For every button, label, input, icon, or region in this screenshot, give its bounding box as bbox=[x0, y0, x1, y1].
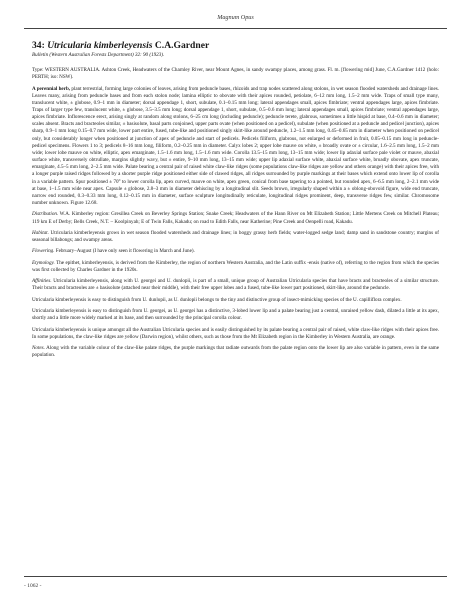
paragraph-lead: Etymology. bbox=[32, 259, 55, 266]
paragraph-text: Utricularia kimberleyensis is unique amongst all the Australian Utricularia species and is easily distinguished by its palate bearing a central pair of raised, white claw-like ridges with their apices free. In some populations, the claw-like ridges are yellow (Darwin region), whilst others, such as those from the Mt Elizabeth region in the Kimberley in Western Australia, are orange. bbox=[32, 326, 439, 340]
paragraph-text: Along with the variable colour of the claw-like palate ridges, the purple markings that radiate outwards from the palate region onto the lower lip are also variable in pattern, even in the same population. bbox=[32, 345, 439, 359]
paragraph-lead: Flowering. bbox=[32, 248, 55, 255]
species-heading bbox=[32, 40, 439, 52]
species-number: 34: bbox=[32, 40, 45, 51]
species-name: Utricularia kimberleyensis bbox=[47, 40, 153, 51]
type-paragraph: Type: WESTERN AUSTRALIA. Ashton Creek, Headwaters of the Charnley River, near Mount Agnes, in sandy swampy places, among grass. Fl. m. [flowering mid] June, C.A.Gardner 1412 (holo: PERTH; iso: NSW). bbox=[32, 67, 439, 81]
description-text: plant terrestrial, forming large colonies of leaves, arising from peduncle bases, rhizoids and trap nodes scattered along stolons, in wet season flooded watersheds and drainage lines. Leaves many, arising from peduncle bases and from each stolon node; lamina elliptic to obovate with their apices rounded, petiolate, 6–12 mm long, 1.5–2 mm wide. Traps of small type many, translucent white, ± globose, 0.9–1 mm in diameter; dorsal appendage 1, short, subulate, 0.1–0.15 mm long; lateral appendages small, apices fimbriate; ventral appendages large, apices fimbriate. Traps of larger type few, translucent white, ± globose, 3.5–3.5 mm long; dorsal appendage 1, short, subulate, 0.5–0.6 mm long; lateral appendages small, apices fimbriate; ventral appendages large, apices fimbriate. Inflorescence erect, arising singly at random along stolons, 6–25 cm long (including peduncle); peduncle terete, glabrous, sometimes a little hispid at base, 0.4–0.6 mm in diameter; scales absent. Bracts and bracteoles similar, ± basisolute, basal parts conjoined, upper parts ovate (when positioned on a pedicel), subulate (when positioned at a peduncle and pedicel junction), apices sharp, 0.9–1 mm long 0.15–0.7 mm wide, lower part entire, fused, tube-like and positioned singly skirt-like around peduncle, 1.2–1.5 mm long, 0.45–0.65 mm in diameter when positioned on pedicel only, but considerably longer when positioned at junction of apex of peduncle and start of pedicels. Pedicels filiform, glabrous, not enlarged or deformed in fruit, 0.05–0.15 mm long in peduncle-pedicel specimens. Flowers 1 to 3; pedicels 8–16 mm long, filiform, 0.2–0.25 mm in diameter. Calyx lobes 2; upper lobe mauve on white, ± broadly ovate or ± circular, 1.6–2.5 mm long, 1.5–2 mm wide; lower lobe mauve on white, elliptic, apex emarginate, 1.5–1.6 mm long, 1.5–1.6 mm wide. Corolla 13.5–15 mm long, 13–15 mm wide; lower lip adaxial surface pale violet or mauve, abaxial surface white, transversely obtrullate, margins slightly wavy, but ± entire, 9–10 mm long, 13–15 mm wide; upper lip adaxial surface white, abaxial surface white, broadly obovate, apex truncate, emarginate, 4.5–5 mm long, 2–2.5 mm wide. Palate bearing a central pair of raised white claw-like ridges (some populations claw-like ridges are yellow and others orange) with their apices free, with a longer purple raised ridges followed by a shorter purple ridge positioned either side of clawed ridges, all ridges surrounded by purple markings at their bases which extend onto lower lip of corolla in a variable pattern. Spur positioned ± 70° to lower corolla lip, apex curved, mauve on white, apex green, conical from base tapering to a pointed, but rounded apex, 6–6.5 mm long, 2–2.1 mm wide at base, 1–1.5 mm wide near apex. Capsule ± globose, 2.8–3 mm in diameter dehiscing by a longitudinal slit. Seeds brown, irregularly shaped within a ± oblong-obovoid figure, wide end truncate, narrow end rounded, 0.3–0.33 mm long, 0.12–0.15 mm in diameter, surface sculpture longitudinally reticulate, longitudinal ridges prominent, deep, transverse ridges few, similar. Chromosome number unknown. Figure 12.68. bbox=[32, 85, 439, 206]
habitat-paragraph bbox=[32, 230, 439, 244]
comparison-dunlopii-paragraph bbox=[32, 297, 439, 304]
paragraph-text: February–August (I have only seen it flowering in March and June). bbox=[54, 248, 195, 255]
paragraph-lead: Affinities. bbox=[32, 278, 52, 285]
paragraph-lead: Habitat. bbox=[32, 229, 49, 236]
comparison-georgei-paragraph bbox=[32, 308, 439, 322]
flowering-paragraph bbox=[32, 248, 439, 255]
paragraph-lead: Distribution. bbox=[32, 211, 59, 218]
etymology-paragraph bbox=[32, 260, 439, 274]
paragraph-text: Utricularia kimberleyensis is easy to distinguish from U. dunlopii, as U. dunlopii belongs to the tiny and distinctive group of insect-mimicking species of the U. capilliflora complex. bbox=[32, 296, 402, 303]
main-content bbox=[32, 40, 439, 364]
uniqueness-paragraph bbox=[32, 327, 439, 341]
notes-paragraph bbox=[32, 345, 439, 359]
species-authority: C.A.Gardner bbox=[154, 40, 210, 51]
species-citation: Bulletin (Western Australian Forests Department) 32: 90 (1923). bbox=[32, 52, 165, 58]
top-rule bbox=[24, 28, 447, 29]
description-lead: A perennial herb, bbox=[32, 85, 71, 92]
paragraph-text: Utricularia kimberleyensis is easy to distinguish from U. georgei, as U. georgei has a distinctive, 3-lobed lower lip and a palate bearing just a central, unraised yellow dash, dilated a little at its apex, shortly and a little more widely marked at its base, and then surrounded by the principal corolla colour. bbox=[32, 308, 439, 322]
description-paragraph bbox=[32, 86, 439, 208]
page-number: - 1062 - bbox=[24, 583, 42, 589]
paragraph-lead: Notes. bbox=[32, 345, 45, 352]
paragraph-text: W.A. Kimberley region: Gresillea Creek on Beverley Springs Station; Snake Creek; Headwaters of the Hann River on Mt Elizabeth Station; Little Mertens Creek on Mitchell Plateau; 119 km E of Derby; Bells Creek, N.T. – Koolpinyah; E of Twin Falls, Kakadu; on road to Edith Falls, near Katherine; Pine Creek and Oenpelli road, Kakadu. bbox=[32, 211, 439, 225]
paragraph-text: The epithet, kimberleyensis, is derived from the Kimberley, the region of northern Western Australia, and the Latin suffix -ensis (native of), referring to the region from which the species was first collected by Charles Gardner in the 1920s. bbox=[32, 259, 439, 273]
bottom-rule bbox=[24, 576, 447, 577]
distribution-paragraph bbox=[32, 211, 439, 225]
running-head: Magnum Opus bbox=[217, 14, 254, 21]
affinities-paragraph bbox=[32, 278, 439, 292]
paragraph-text: Utricularia kimberleyensis grows in wet season flooded watersheds and drainage lines; in boggy grassy herb fields; water-logged sedge land; damp sand in sandstone country; margins of seasonal billabongs; and swampy areas. bbox=[32, 229, 439, 243]
paragraph-text: Utricularia kimberleyensis, along with U. georgei and U. dunlopii, is part of a small, unique group of Australian Utricularia species that have bracts and bracteoles of a similar structure. Their bracts and bracteoles are ± basisolute (attached near their middle), with their free upper lobes and a fused, tube-like lower part positioned, skirt-like, around the peduncle. bbox=[32, 278, 439, 292]
